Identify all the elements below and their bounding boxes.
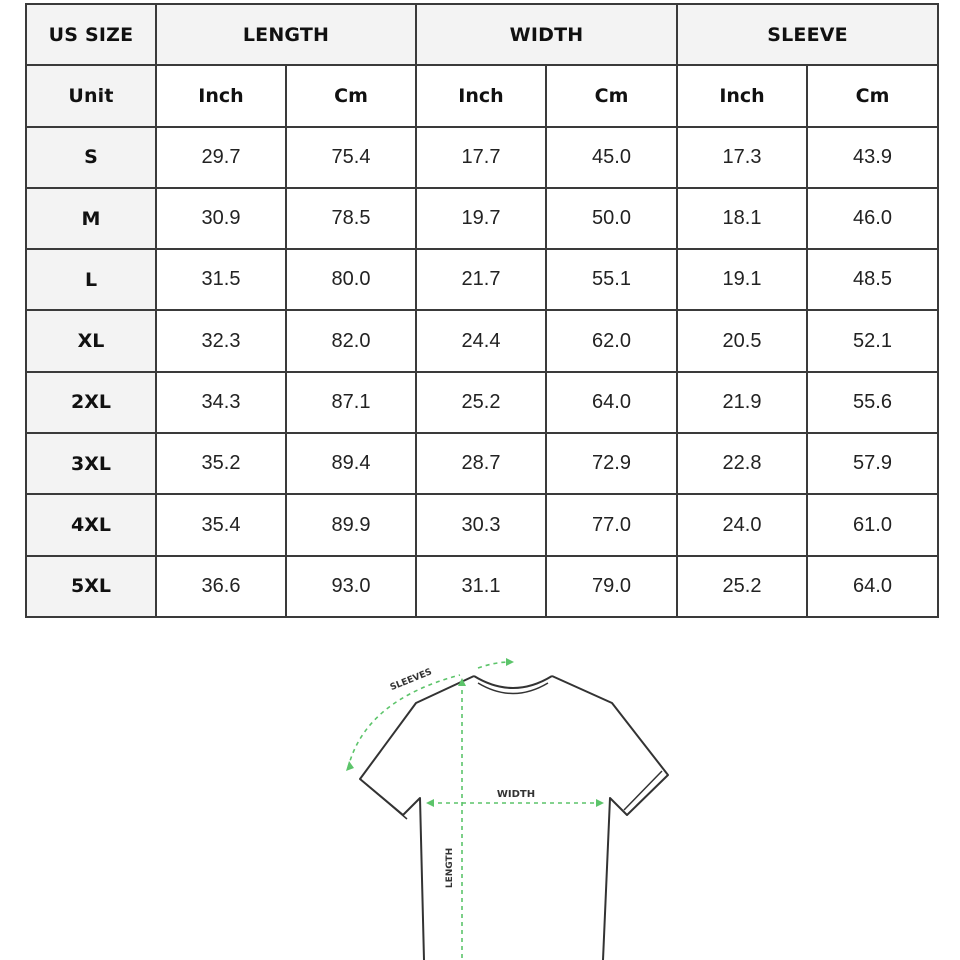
table-cell: 25.2: [677, 556, 807, 617]
table-cell: 64.0: [807, 556, 938, 617]
size-cell: M: [26, 188, 156, 249]
table-cell: 21.7: [416, 249, 546, 310]
table-cell: 35.2: [156, 433, 286, 494]
table-cell: 18.1: [677, 188, 807, 249]
table-cell: 21.9: [677, 372, 807, 433]
header-row: [26, 4, 938, 65]
table-cell: 46.0: [807, 188, 938, 249]
us-size-header: US SIZE: [26, 4, 156, 65]
left-cuff-line: [366, 784, 407, 819]
table-cell: 50.0: [546, 188, 677, 249]
unit-width-inch: Inch: [416, 65, 546, 126]
width-arrow-left-icon: [426, 799, 434, 807]
width-arrow-right-icon: [596, 799, 604, 807]
table-cell: 17.3: [677, 127, 807, 188]
measurement-lines: [348, 662, 600, 960]
unit-sleeve-inch: Inch: [677, 65, 807, 126]
table-cell: 62.0: [546, 310, 677, 371]
length-header: LENGTH: [156, 4, 416, 65]
sleeves-measure-line-top: [478, 662, 510, 668]
table-cell: 93.0: [286, 556, 416, 617]
table-cell: 89.9: [286, 494, 416, 555]
width-label: WIDTH: [496, 789, 536, 800]
table-cell: 82.0: [286, 310, 416, 371]
table-row: [26, 127, 938, 188]
table-cell: 45.0: [546, 127, 677, 188]
sleeves-measure-line: [348, 675, 460, 768]
size-cell: 5XL: [26, 556, 156, 617]
table-row: [26, 372, 938, 433]
table-cell: 31.5: [156, 249, 286, 310]
table-cell: 31.1: [416, 556, 546, 617]
size-cell: 3XL: [26, 433, 156, 494]
table-cell: 87.1: [286, 372, 416, 433]
table-cell: 57.9: [807, 433, 938, 494]
table-cell: 52.1: [807, 310, 938, 371]
table-cell: 64.0: [546, 372, 677, 433]
table-cell: 55.1: [546, 249, 677, 310]
size-cell: XL: [26, 310, 156, 371]
sleeves-label: SLEEVES: [388, 667, 434, 694]
table-row: [26, 188, 938, 249]
table-cell: 24.4: [416, 310, 546, 371]
width-header: WIDTH: [416, 4, 677, 65]
length-label: LENGTH: [445, 847, 455, 889]
table-cell: 30.3: [416, 494, 546, 555]
table-cell: 48.5: [807, 249, 938, 310]
table-cell: 29.7: [156, 127, 286, 188]
table-row: [26, 494, 938, 555]
table-cell: 34.3: [156, 372, 286, 433]
table-cell: 30.9: [156, 188, 286, 249]
unit-length-cm: Cm: [286, 65, 416, 126]
sleeves-arrow-end-icon: [506, 658, 514, 666]
tshirt-outline: [360, 676, 668, 960]
table-cell: 19.7: [416, 188, 546, 249]
table-cell: 19.1: [677, 249, 807, 310]
table-cell: 17.7: [416, 127, 546, 188]
table-cell: 75.4: [286, 127, 416, 188]
table-row: [26, 556, 938, 617]
table-row: [26, 249, 938, 310]
tshirt-right-side: [552, 676, 668, 960]
table-cell: 24.0: [677, 494, 807, 555]
size-chart-table: [25, 3, 939, 618]
right-cuff-line: [624, 771, 662, 810]
table-cell: 36.6: [156, 556, 286, 617]
sleeve-header: SLEEVE: [677, 4, 938, 65]
table-cell: 77.0: [546, 494, 677, 555]
table-cell: 55.6: [807, 372, 938, 433]
table-cell: 22.8: [677, 433, 807, 494]
tshirt-left-side: [360, 676, 474, 960]
size-cell: 4XL: [26, 494, 156, 555]
table-cell: 43.9: [807, 127, 938, 188]
unit-sleeve-cm: Cm: [807, 65, 938, 126]
tshirt-collar-outer: [474, 676, 552, 688]
table-cell: 78.5: [286, 188, 416, 249]
size-cell: L: [26, 249, 156, 310]
measurement-arrowheads: [346, 658, 604, 807]
table-cell: 32.3: [156, 310, 286, 371]
size-cell: S: [26, 127, 156, 188]
unit-width-cm: Cm: [546, 65, 677, 126]
table-cell: 80.0: [286, 249, 416, 310]
size-cell: 2XL: [26, 372, 156, 433]
table-cell: 89.4: [286, 433, 416, 494]
table-cell: 72.9: [546, 433, 677, 494]
table-cell: 35.4: [156, 494, 286, 555]
sleeves-arrow-start-icon: [346, 761, 354, 771]
table-cell: 25.2: [416, 372, 546, 433]
table-cell: 79.0: [546, 556, 677, 617]
table-cell: 20.5: [677, 310, 807, 371]
unit-length-inch: Inch: [156, 65, 286, 126]
table-row: [26, 310, 938, 371]
table-cell: 61.0: [807, 494, 938, 555]
unit-label: Unit: [26, 65, 156, 126]
tshirt-measurement-diagram: [330, 648, 690, 960]
table-row: [26, 433, 938, 494]
unit-row: [26, 65, 938, 126]
table-cell: 28.7: [416, 433, 546, 494]
